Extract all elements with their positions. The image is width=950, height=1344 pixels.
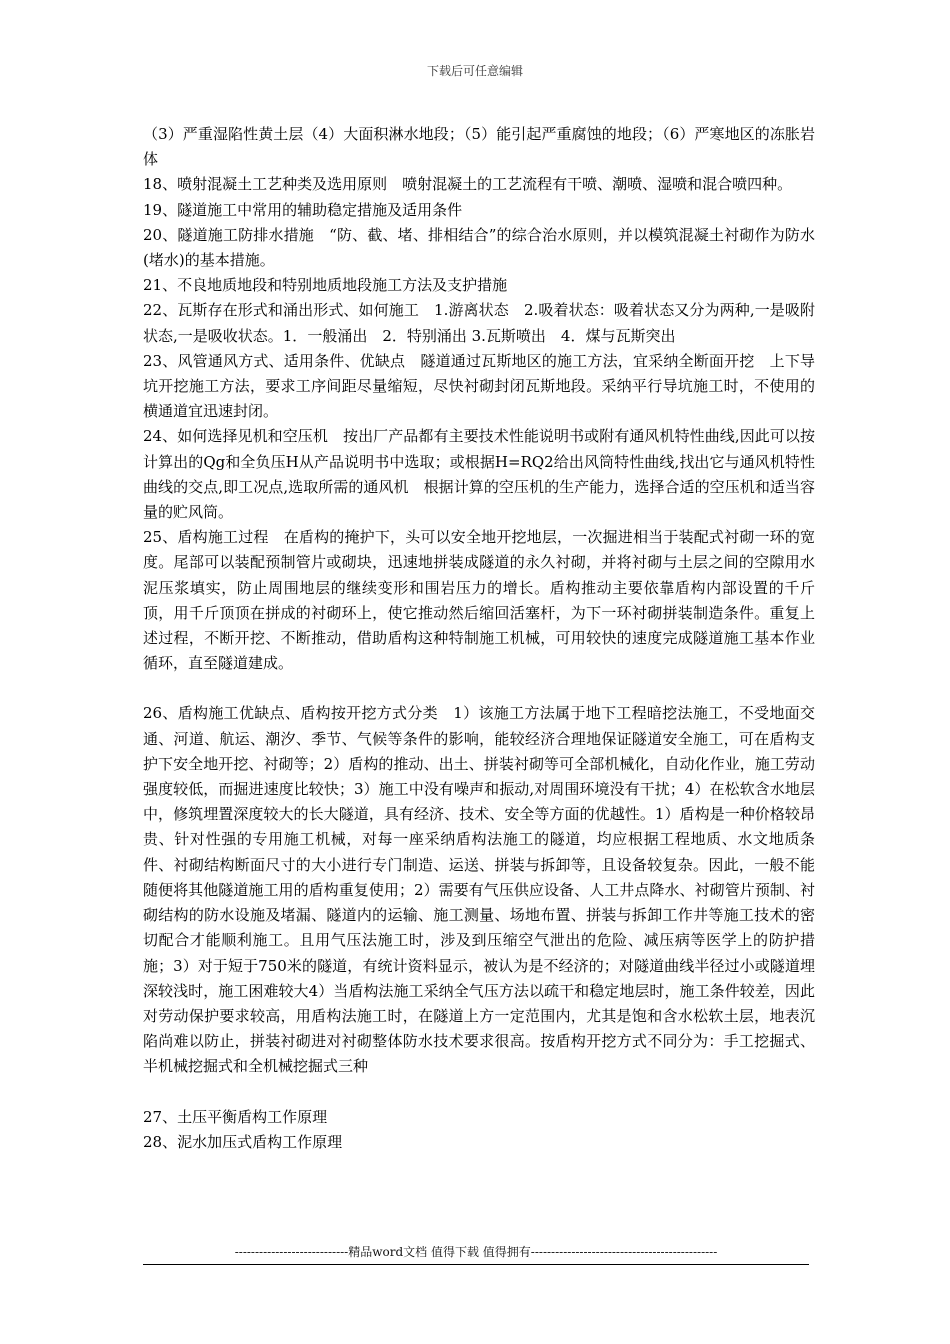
paragraph-25: 25、盾构施工过程 在盾构的掩护下，头可以安全地开挖地层，一次掘进相当于装配式衬砌一环的宽度。尾部可以装配预制管片或砌块，迅速地拼装成隧道的永久衬砌，并将衬砌与土层之间的空隙用水泥压浆填实，防止周围地层的继续变形和围岩压力的增长。盾构推动主要依靠盾构内部设置的千斤顶，用千斤顶顶在拼成的衬砌环上，使它推动然后缩回活塞杆，为下一环衬砌拼装制造条件。重复上述过程，不断开挖、不断推动，借助盾构这种特制施工机械，可用较快的速度完成隧道施工基本作业循环，直至隧道建成。	[143, 528, 815, 673]
paragraph-20: 20、隧道施工防排水措施 “防、截、堵、排相结合”的综合治水原则，并以模筑混凝土衬砌作为防水(堵水)的基本措施。	[143, 225, 815, 270]
paragraph-26: 26、盾构施工优缺点、盾构按开挖方式分类 1）该施工方法属于地下工程暗挖法施工，不受地面交通、河道、航运、潮汐、季节、气候等条件的影响，能较经济合理地保证隧道安全施工，可在盾构支护下安全地开挖、衬砌等；2）盾构的推动、出土、拼装衬砌等可全部机械化，自动化作业，施工劳动强度较低，而掘进速度比较快；3）施工中没有噪声和振动,对周围环境没有干扰；4）在松软含水地层中，修筑埋置深度较大的长大隧道，具有经济、技术、安全等方面的优越性。1）盾构是一种价格较昂贵、针对性强的专用施工机械，对每一座采纳盾构法施工的隧道，均应根据工程地质、水文地质条件、衬砌结构断面尺寸的大小进行专门制造、运送、拼装与拆卸等，且设备较复杂。因此，一般不能随便将其他隧道施工用的盾构重复使用；2）需要有气压供应设备、人工井点降水、衬砌管片预制、衬砌结构的防水设施及堵漏、隧道内的运输、施工测量、场地布置、拼装与拆卸工作井等施工技术的密切配合才能顺利施工。且用气压法施工时，涉及到压缩空气泄出的危险、减压病等医学上的防护措施；3）对于短于750米的隧道，有统计资料显示，被认为是不经济的；对隧道曲线半径过小或隧道埋深较浅时，施工困难较大4）当盾构法施工采纳全气压方法以疏干和稳定地层时，施工条件较差，因此对劳动保护要求较高，用盾构法施工时，在隧道上方一定范围内，尤其是饱和含水松软土层，地表沉陷尚难以防止，拼装衬砌进对衬砌整体防水技术要求很高。按盾构开挖方式不同分为：手工挖掘式、半机械挖掘式和全机械挖掘式三种	[143, 704, 815, 1076]
page-footer: ----------------------------精品word文档 值得下载 值得拥有----------------------------------------------	[143, 1243, 809, 1265]
paragraph-18: 18、喷射混凝土工艺种类及选用原则 喷射混凝土的工艺流程有干喷、潮喷、湿喷和混合喷四种。	[143, 175, 793, 194]
paragraph-22: 22、瓦斯存在形式和涌出形式、如何施工 1.游离状态 2.吸着状态：吸着状态又分为两种,一是吸附状态,一是吸收状态。1．一般涌出 2．特别涌出 3.瓦斯喷出 4．煤与瓦斯突出	[143, 301, 815, 345]
paragraph-item-3-list: （3）严重湿陷性黄土层（4）大面积淋水地段；（5）能引起严重腐蚀的地段；（6）严寒地区的冻胀岩体	[143, 125, 815, 169]
page-header: 下载后可任意编辑	[426, 64, 523, 78]
paragraph-28: 28、泥水加压式盾构工作原理	[143, 1132, 343, 1151]
paragraph-19: 19、隧道施工中常用的辅助稳定措施及适用条件	[143, 200, 463, 219]
paragraph-23: 23、风管通风方式、适用条件、优缺点 隧道通过瓦斯地区的施工方法，宜采纳全断面开挖 上下导坑开挖施工方法，要求工序间距尽量缩短，尽快衬砌封闭瓦斯地段。采纳平行导坑施工时，不使用的横通道宜迅速封闭。	[143, 351, 815, 421]
paragraph-27: 27、土压平衡盾构工作原理	[143, 1107, 328, 1126]
document-body	[143, 122, 815, 1155]
paragraph-21: 21、不良地质地段和特别地质地段施工方法及支护措施	[143, 276, 508, 295]
paragraph-24: 24、如何选择见机和空压机 按出厂产品都有主要技术性能说明书或附有通风机特性曲线,因此可以按计算出的Qg和全负压H从产品说明书中选取；或根据H=RQ2给出风筒特性曲线,找出它与通风机特性曲线的交点,即工况点,选取所需的通风机 根据计算的空压机的生产能力，选择合适的空压机和适当容量的贮风筒。	[143, 427, 815, 522]
